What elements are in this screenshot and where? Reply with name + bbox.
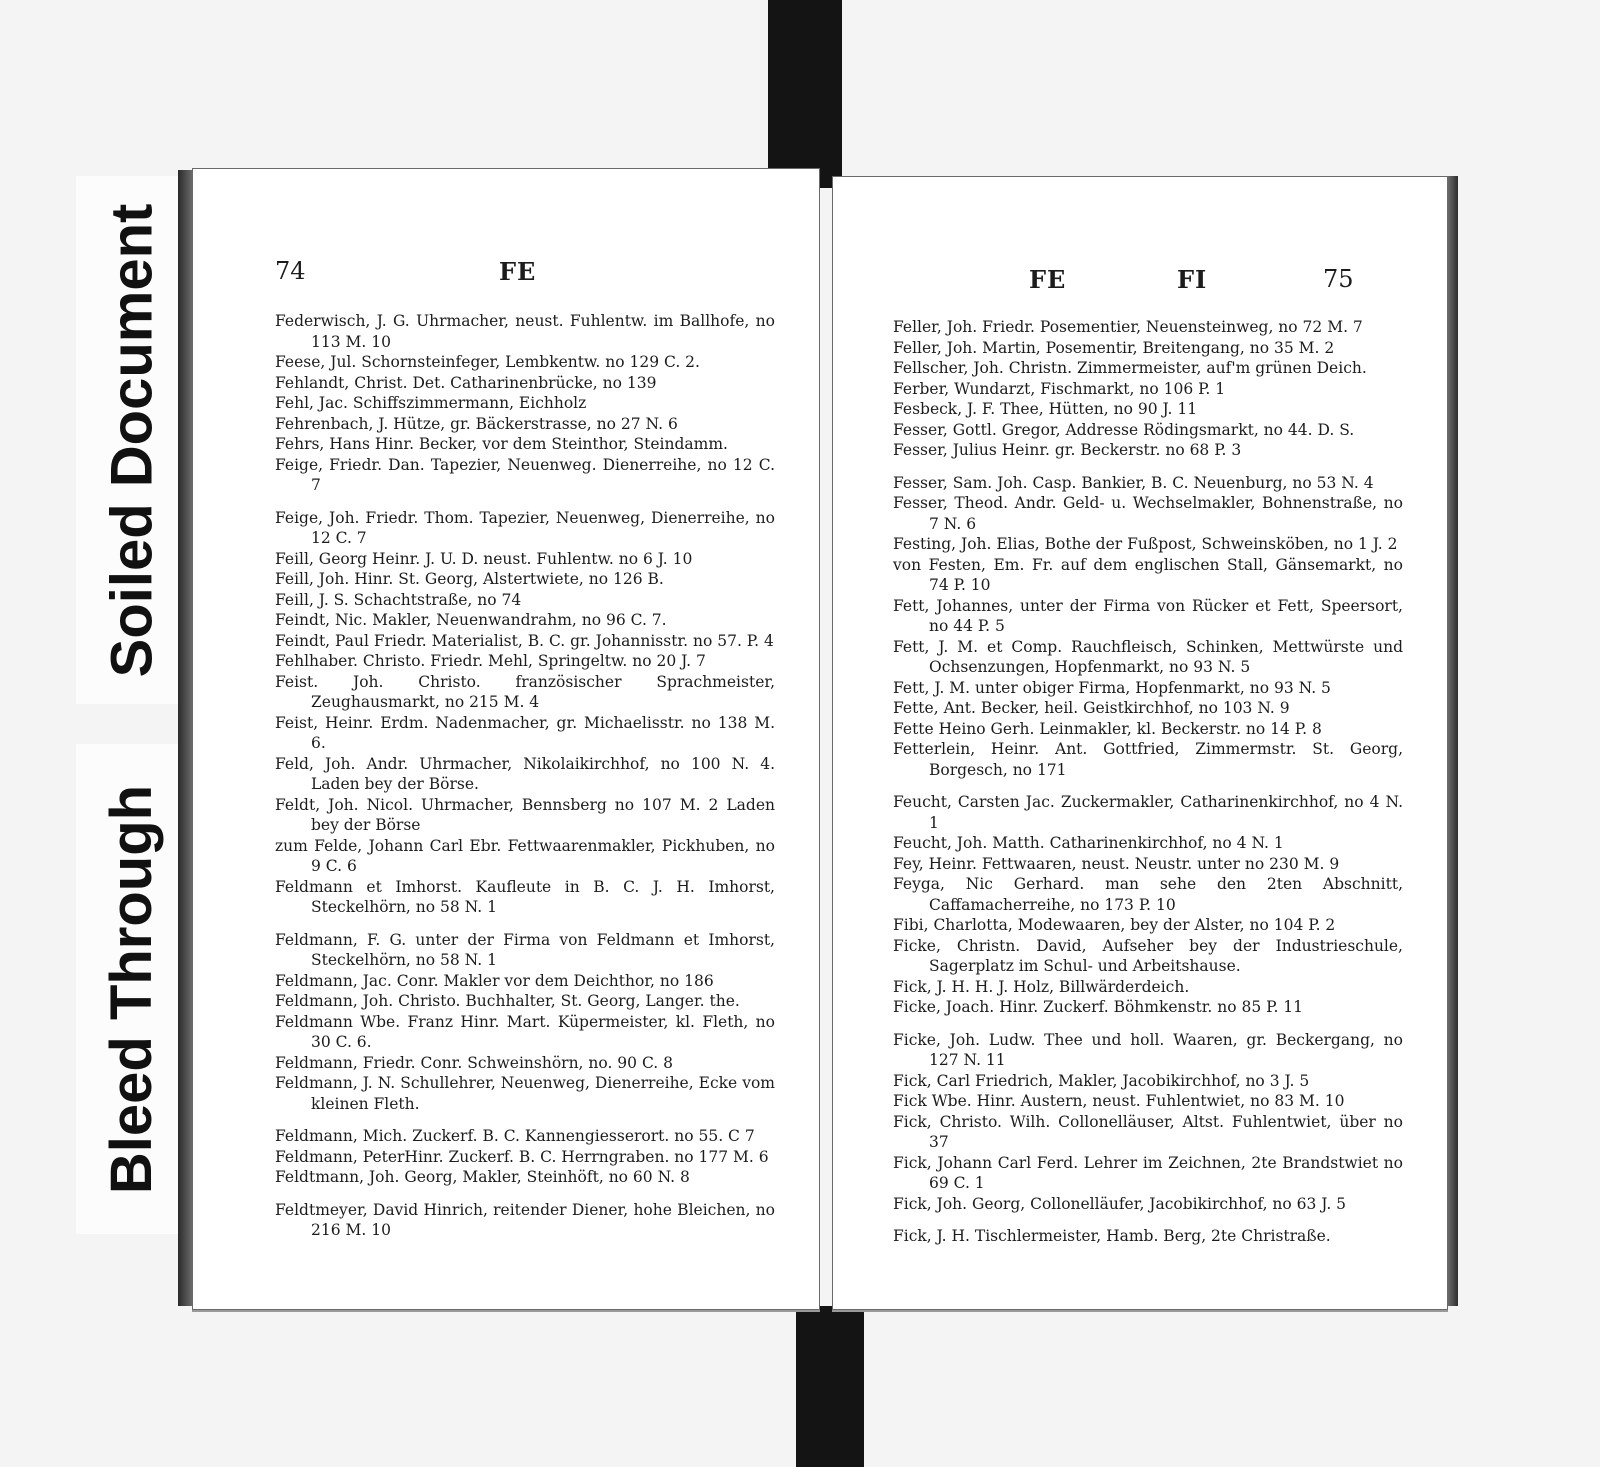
directory-entry: Fehrenbach, J. Hütze, gr. Bäckerstrasse, no 27 N. 6 (275, 414, 678, 433)
right-page-header-fi: FI (1177, 265, 1208, 294)
directory-entry: Fetterlein, Heinr. Ant. Gottfried, Zimmermstr. St. Georg, Borgesch, no 171 (893, 740, 1403, 779)
left-page-header: FE (499, 257, 537, 286)
binding-strip-top (768, 0, 842, 188)
directory-entry: Fett, J. M. unter obiger Firma, Hopfenmarkt, no 93 N. 5 (893, 678, 1331, 697)
directory-entry: Feist, Heinr. Erdm. Nadenmacher, gr. Michaelisstr. no 138 M. 6. (275, 713, 775, 752)
directory-entry: Feucht, Carsten Jac. Zuckermakler, Catharinenkirchhof, no 4 N. 1 (893, 793, 1403, 832)
directory-entry: Feldmann, J. N. Schullehrer, Neuenweg, Dienerreihe, Ecke vom kleinen Fleth. (275, 1074, 775, 1113)
soiled-document-label (76, 176, 188, 704)
directory-entry: Feldmann, F. G. unter der Firma von Feldmann et Imhorst, Steckelhörn, no 58 N. 1 (275, 930, 775, 969)
soiled-document-text: Soiled Document (99, 203, 165, 677)
directory-entry: Feige, Friedr. Dan. Tapezier, Neuenweg. Dienerreihe, no 12 C. 7 (275, 455, 775, 494)
directory-entry: Feldmann et Imhorst. Kaufleute in B. C. J. H. Imhorst, Steckelhörn, no 58 N. 1 (275, 877, 775, 916)
directory-entry: Fett, J. M. et Comp. Rauchfleisch, Schinken, Mettwürste und Ochsenzungen, Hopfenmarkt, no 93 N. 5 (893, 637, 1403, 676)
left-page-number: 74 (275, 257, 306, 285)
directory-entry: Feldtmeyer, David Hinrich, reitender Diener, hohe Bleichen, no 216 M. 10 (275, 1200, 775, 1239)
directory-entry: Fick, Johann Carl Ferd. Lehrer im Zeichnen, 2te Brandstwiet no 69 C. 1 (893, 1153, 1403, 1192)
directory-entry: Fette Heino Gerh. Leinmakler, kl. Beckerstr. no 14 P. 8 (893, 719, 1322, 738)
binding-strip-bottom (796, 1306, 864, 1467)
directory-entry: Fesser, Gottl. Gregor, Addresse Rödingsmarkt, no 44. D. S. (893, 420, 1355, 439)
directory-entry: Fey, Heinr. Fettwaaren, neust. Neustr. unter no 230 M. 9 (893, 854, 1340, 873)
directory-entry: Fehl, Jac. Schiffszimmermann, Eichholz (275, 394, 587, 412)
directory-entry: Fesbeck, J. F. Thee, Hütten, no 90 J. 11 (893, 400, 1198, 418)
directory-entry: Feldmann, Jac. Conr. Makler vor dem Deichthor, no 186 (275, 971, 714, 990)
directory-entry: Feill, Joh. Hinr. St. Georg, Alstertwiete, no 126 B. (275, 570, 664, 588)
directory-entry: Fette, Ant. Becker, heil. Geistkirchhof, no 103 N. 9 (893, 699, 1290, 717)
directory-entry: zum Felde, Johann Carl Ebr. Fettwaarenmakler, Pickhuben, no 9 C. 6 (275, 836, 775, 875)
directory-entry: Fick, Christo. Wilh. Collonelläuser, Altst. Fuhlentwiet, über no 37 (893, 1112, 1403, 1151)
directory-entry: Fehrs, Hans Hinr. Becker, vor dem Steinthor, Steindamm. (275, 435, 728, 453)
directory-entry: Ferber, Wundarzt, Fischmarkt, no 106 P. 1 (893, 379, 1226, 398)
right-page-number: 75 (1323, 265, 1354, 293)
directory-entry: Fick, J. H. H. J. Holz, Billwärderdeich. (893, 977, 1190, 996)
directory-entry: Feller, Joh. Martin, Posementir, Breitengang, no 35 M. 2 (893, 338, 1335, 357)
right-page-header-fe: FE (1029, 265, 1067, 294)
directory-entry: Feill, Georg Heinr. J. U. D. neust. Fuhlentw. no 6 J. 10 (275, 549, 693, 568)
directory-entry: Feldmann, Mich. Zuckerf. B. C. Kannengiesserort. no 55. C 7 (275, 1127, 755, 1145)
directory-entry: Feist. Joh. Christo. französischer Sprachmeister, Zeughausmarkt, no 215 M. 4 (275, 672, 775, 711)
directory-entry: Ficke, Christn. David, Aufseher bey der Industrieschule, Sagerplatz im Schul- und Arbeitshause. (893, 936, 1403, 975)
directory-entry: Fett, Johannes, unter der Firma von Rücker et Fett, Speersort, no 44 P. 5 (893, 596, 1403, 635)
directory-entry: Fesser, Sam. Joh. Casp. Bankier, B. C. Neuenburg, no 53 N. 4 (893, 473, 1374, 492)
directory-entry: Feldtmann, Joh. Georg, Makler, Steinhöft, no 60 N. 8 (275, 1168, 690, 1186)
book-edge-left (178, 170, 192, 1306)
directory-entry: Festing, Joh. Elias, Bothe der Fußpost, Schweinsköben, no 1 J. 2 (893, 535, 1398, 553)
directory-entry: Feldmann, PeterHinr. Zuckerf. B. C. Herrngraben. no 177 M. 6 (275, 1147, 769, 1166)
left-page (192, 168, 820, 1310)
directory-entry: Fesser, Theod. Andr. Geld- u. Wechselmakler, Bohnenstraße, no 7 N. 6 (893, 494, 1403, 533)
directory-entry: Ficke, Joach. Hinr. Zuckerf. Böhmkenstr. no 85 P. 11 (893, 998, 1304, 1016)
directory-entry: Fellscher, Joh. Christn. Zimmermeister, auf'm grünen Deich. (893, 359, 1367, 377)
directory-entry: Feldmann, Friedr. Conr. Schweinshörn, no. 90 C. 8 (275, 1053, 673, 1072)
directory-entry: Feldt, Joh. Nicol. Uhrmacher, Bennsberg no 107 M. 2 Laden bey der Börse (275, 795, 775, 834)
directory-entry: Fibi, Charlotta, Modewaaren, bey der Alster, no 104 P. 2 (893, 916, 1336, 934)
right-entry-list (893, 317, 1403, 1247)
directory-entry: Feige, Joh. Friedr. Thom. Tapezier, Neuenweg, Dienerreihe, no 12 C. 7 (275, 508, 775, 547)
directory-entry: Feldmann Wbe. Franz Hinr. Mart. Küpermeister, kl. Fleth, no 30 C. 6. (275, 1012, 775, 1051)
left-entry-list (275, 311, 775, 1241)
directory-entry: Feese, Jul. Schornsteinfeger, Lembkentw. no 129 C. 2. (275, 353, 700, 371)
directory-entry: Feucht, Joh. Matth. Catharinenkirchhof, no 4 N. 1 (893, 834, 1284, 852)
directory-entry: Fick, J. H. Tischlermeister, Hamb. Berg, 2te Christraße. (893, 1227, 1331, 1245)
directory-entry: Feill, J. S. Schachtstraße, no 74 (275, 590, 522, 609)
directory-entry: Fick, Carl Friedrich, Makler, Jacobikirchhof, no 3 J. 5 (893, 1071, 1310, 1090)
directory-entry: Federwisch, J. G. Uhrmacher, neust. Fuhlentw. im Ballhofe, no 113 M. 10 (275, 312, 775, 351)
directory-entry: Feindt, Nic. Makler, Neuenwandrahm, no 96 C. 7. (275, 611, 667, 629)
directory-entry: von Festen, Em. Fr. auf dem englischen Stall, Gänsemarkt, no 74 P. 10 (893, 555, 1403, 594)
bleed-through-text: Bleed Through (99, 784, 165, 1194)
directory-entry: Ficke, Joh. Ludw. Thee und holl. Waaren, gr. Beckergang, no 127 N. 11 (893, 1030, 1403, 1069)
directory-entry: Fehlhaber. Christo. Friedr. Mehl, Springeltw. no 20 J. 7 (275, 652, 706, 670)
directory-entry: Fehlandt, Christ. Det. Catharinenbrücke, no 139 (275, 373, 657, 392)
right-page (832, 176, 1448, 1310)
directory-entry: Feindt, Paul Friedr. Materialist, B. C. gr. Johannisstr. no 57. P. 4 (275, 631, 774, 650)
directory-entry: Fick, Joh. Georg, Collonelläufer, Jacobikirchhof, no 63 J. 5 (893, 1194, 1347, 1213)
directory-entry: Feyga, Nic Gerhard. man sehe den 2ten Abschnitt, Caffamacherreihe, no 173 P. 10 (893, 875, 1403, 914)
directory-entry: Feldmann, Joh. Christo. Buchhalter, St. Georg, Langer. the. (275, 992, 740, 1010)
bleed-through-label (76, 744, 188, 1234)
directory-entry: Fick Wbe. Hinr. Austern, neust. Fuhlentwiet, no 83 M. 10 (893, 1092, 1345, 1110)
directory-entry: Feld, Joh. Andr. Uhrmacher, Nikolaikirchhof, no 100 N. 4. Laden bey der Börse. (275, 754, 775, 793)
directory-entry: Fesser, Julius Heinr. gr. Beckerstr. no 68 P. 3 (893, 441, 1242, 459)
directory-entry: Feller, Joh. Friedr. Posementier, Neuensteinweg, no 72 M. 7 (893, 318, 1363, 336)
